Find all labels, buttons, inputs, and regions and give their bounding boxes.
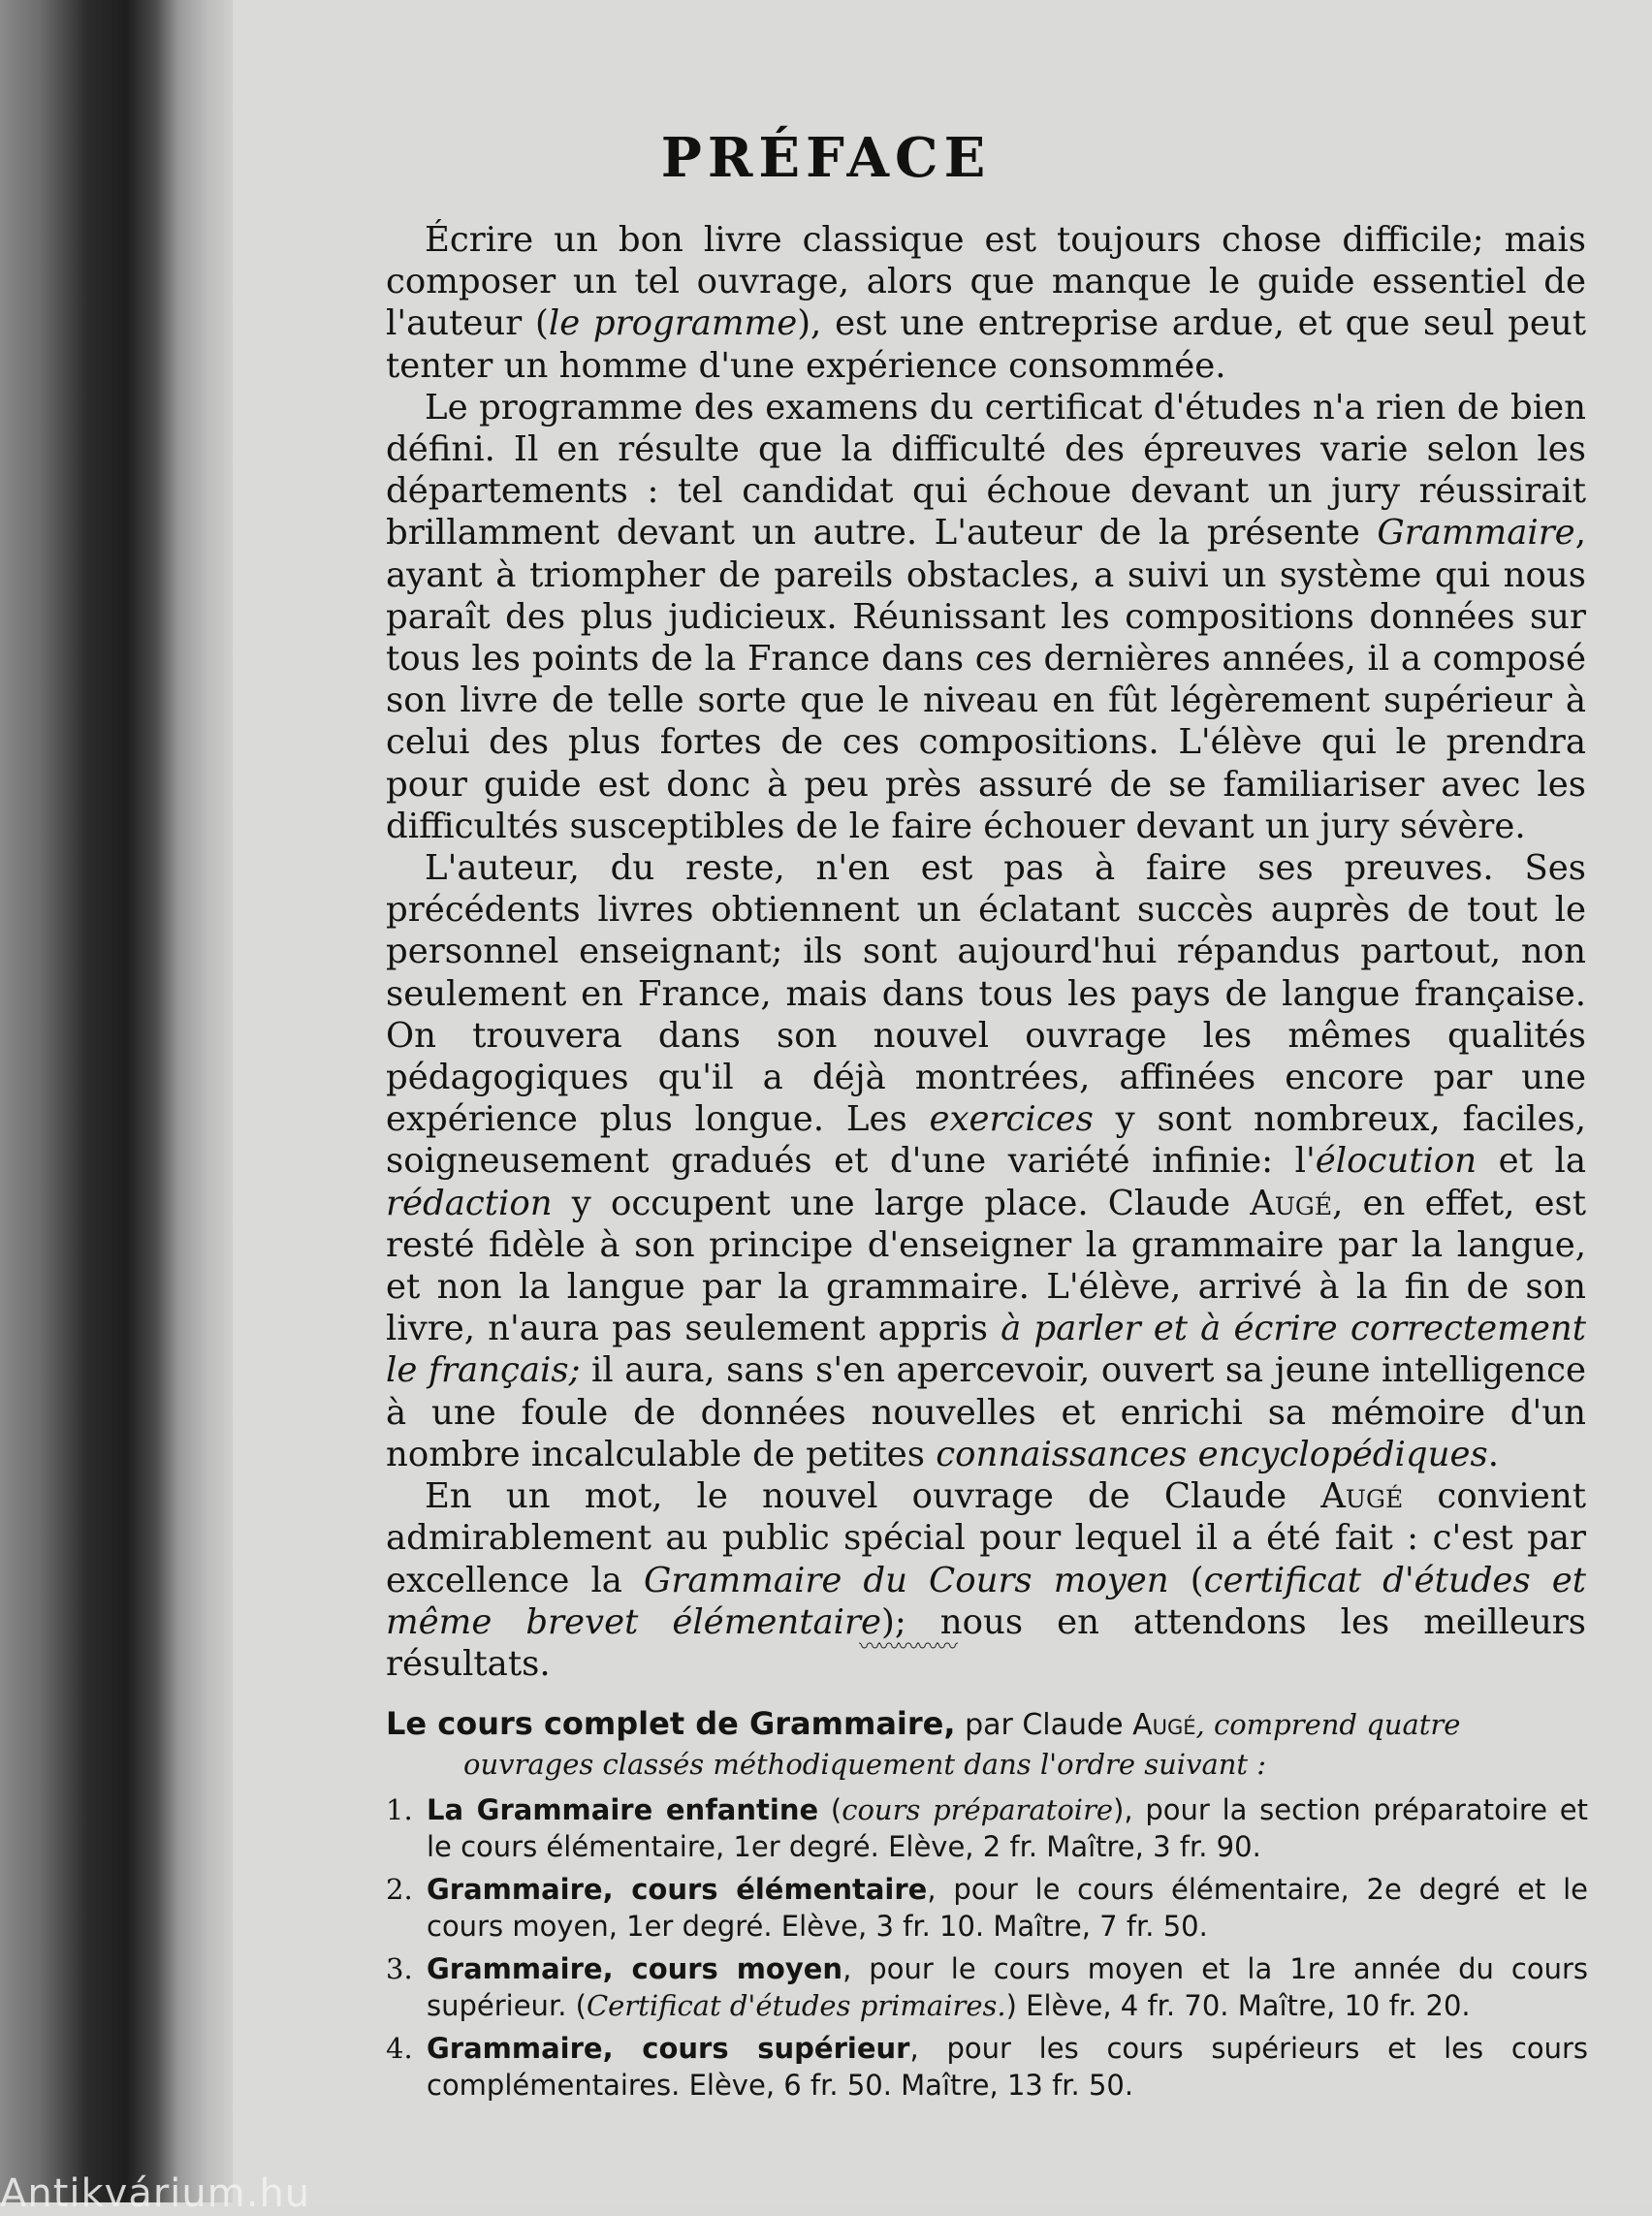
list-item: 3. Grammaire, cours moyen, pour le cours moyen et la 1re année du cours supérieur. (Certificat d'études primaires.) Elève, 4 fr. 70. Maître, 10 fr. 20. [386,1952,1588,2022]
list-item: 2. Grammaire, cours élémentaire, pour le cours élémentaire, 2e degré et le cours moyen, 1er degré. Elève, 3 fr. 10. Maître, 7 fr. 50. [386,1873,1588,1943]
watermark: Antikvárium.hu [0,2171,311,2216]
catalog-heading: Le cours complet de Grammaire, par Claude Augé, comprend quatre ouvrages classés méthodiquement dans l'ordre suivant : [386,1705,1461,1781]
paragraph-4: En un mot, le nouvel ouvrage de Claude Augé convient admirablement au public spécial pour lequel il a été fait : c'est par excellence la Grammaire du Cours moyen (certificat d'études et même brevet élémentaire); nous en attendons les meilleurs résultats. [386,1476,1587,1684]
paragraph-1: Écrire un bon livre classique est toujours chose difficile; mais composer un tel ouvrage, alors que manque le guide essentiel de l'auteur (le programme), est une entreprise ardue, et que seul peut tenter un homme d'une expérience consommée. [386,220,1586,386]
list-item: 1. La Grammaire enfantine (cours préparatoire), pour la section préparatoire et le cours élémentaire, 1er degré. Elève, 2 fr. Maître, 3 fr. 90. [386,1793,1588,1863]
paragraph-3: L'auteur, du reste, n'en est pas à faire ses preuves. Ses précédents livres obtiennent un éclatant succès auprès de tout le personnel enseignant; ils sont aujourd'hui répandus partout, non seulement en France, mais dans tous les pays de langue française. On trouvera dans son nouvel ouvrage les mêmes qualités pédagogiques qu'il a déjà montrées, affinées encore par une expérience plus longue. Les exercices y sont nombreux, faciles, soigneusement gradués et d'une variété infinie: l'élocution et la rédaction y occupent une large place. Claude Augé, en effet, est resté fidèle à son principe d'enseigner la grammaire par la langue, et non la langue par la grammaire. L'élève, arrivé à la fin de son livre, n'aura pas seulement appris à parler et à écrire correctement le français; il aura, sans s'en apercevoir, ouvert sa jeune intelligence à une foule de données nouvelles et enrichi sa mémoire d'un nombre incalculable de petites connaissances encyclopédiques. [386,848,1586,1474]
paragraph-2: Le programme des examens du certificat d'études n'a rien de bien défini. Il en résulte que la difficulté des épreuves varie selon les départements : tel candidat qui échoue devant un jury réussirait brillamment devant un autre. L'auteur de la présente Grammaire, ayant à triompher de pareils obstacles, a suivi un système qui nous paraît des plus judicieux. Réunissant les compositions données sur tous les points de la France dans ces dernières années, il a composé son livre de telle sorte que le niveau en fût légèrement supérieur à celui des plus fortes de ces compositions. L'élève qui le prendra pour guide est donc à peu près assuré de se familiariser avec les difficultés susceptibles de le faire échouer devant un jury sévère. [386,387,1586,846]
grammar-series-catalog [386,1704,1588,2109]
catalog-list [386,1791,1588,2104]
preface-body [386,219,1586,1685]
page-title: PRÉFACE [660,126,992,190]
ornamental-divider: 〰〰〰〰〰 [859,1641,957,1655]
book-binding-shadow [0,0,233,2202]
list-item: 4. Grammaire, cours supérieur, pour les cours supérieurs et les cours complémentaires. Elève, 6 fr. 50. Maître, 13 fr. 50. [386,2032,1588,2102]
